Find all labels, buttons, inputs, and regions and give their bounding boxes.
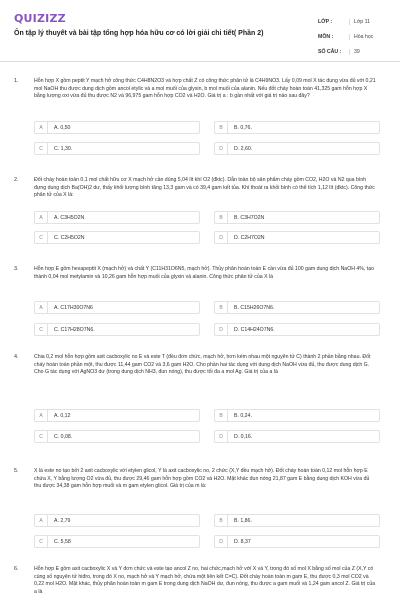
option-text: A. C17H30O7N6 bbox=[54, 304, 93, 311]
option-a[interactable] bbox=[34, 514, 200, 527]
option-letter: B bbox=[215, 212, 228, 223]
option-letter: C bbox=[35, 232, 48, 243]
option-d[interactable] bbox=[214, 535, 380, 548]
option-letter: C bbox=[35, 431, 48, 442]
option-letter: A bbox=[35, 122, 48, 133]
question-number: 5. bbox=[14, 468, 19, 474]
option-d[interactable] bbox=[214, 142, 380, 155]
option-letter: D bbox=[215, 324, 228, 335]
meta-label: LỚP : bbox=[318, 18, 333, 25]
option-letter: B bbox=[215, 410, 228, 421]
option-text: C. C2H5O2N bbox=[54, 234, 85, 241]
option-letter: A bbox=[35, 410, 48, 421]
option-a[interactable] bbox=[34, 301, 200, 314]
option-text: B. 1,86. bbox=[234, 517, 252, 524]
question-text: Chia 0,2 mol hỗn hợp gồm axit cacboxylic no E và este T (đều đơn chức, mạch hở, hơn kém nhau một nguyên tử C) thành 2 phần bằng nhau. Đốt cháy hoàn toàn phần một, thu được 11,44 gam CO2 và 3,6 gam H2O. Cho phần hai tác dụng với dung dịch NaOH vừa đủ, thu được dung dịch G. Cho G tác dụng với AgNO3 dư (trong dung dịch NH3, đun nóng), thu được tối đa a mol Ag. Giá trị của a là bbox=[34, 354, 371, 376]
option-letter: B bbox=[215, 515, 228, 526]
question-number: 2. bbox=[14, 177, 19, 183]
question-number: 6. bbox=[14, 566, 19, 572]
option-b[interactable] bbox=[214, 301, 380, 314]
option-letter: A bbox=[35, 212, 48, 223]
option-text: C. 0,08. bbox=[54, 433, 73, 440]
option-a[interactable] bbox=[34, 409, 200, 422]
option-b[interactable] bbox=[214, 409, 380, 422]
option-text: C. C17H28O7N6. bbox=[54, 326, 95, 333]
option-letter: C bbox=[35, 536, 48, 547]
option-text: D. 8,37 bbox=[234, 538, 251, 545]
question-text: Hỗn hợp E gồm hexapeptit X (mạch hở) và chất Y (C11H31O6N5, mạch hở). Thủy phân hoàn toàn E cần vừa đủ 100 gam dung dịch NaOH 4%, tạo thành 0,04 mol metylamin và 10,26 gam hỗn hợp muối của glyxin và alanin. Công thức phân tử của X là bbox=[34, 266, 375, 280]
quizizz-logo: QUIZIZZ bbox=[14, 12, 66, 25]
option-d[interactable] bbox=[214, 231, 380, 244]
option-c[interactable] bbox=[34, 142, 200, 155]
option-text: A. 0,12 bbox=[54, 412, 71, 419]
option-letter: A bbox=[35, 302, 48, 313]
option-c[interactable] bbox=[34, 231, 200, 244]
option-letter: D bbox=[215, 143, 228, 154]
option-letter: C bbox=[35, 143, 48, 154]
option-letter: D bbox=[215, 536, 228, 547]
option-letter: B bbox=[215, 302, 228, 313]
option-c[interactable] bbox=[34, 323, 200, 336]
option-letter: D bbox=[215, 431, 228, 442]
meta-value: 39 bbox=[349, 49, 394, 55]
option-text: A. 2,79 bbox=[54, 517, 71, 524]
option-a[interactable] bbox=[34, 211, 200, 224]
option-a[interactable] bbox=[34, 121, 200, 134]
question-text: Hỗn hợp X gồm peptit Y mạch hở công thức C4H8N2O3 và hợp chất Z có công thức phân tử là C4H9NO3. Lấy 0,09 mol X tác dụng vừa đủ với 0,21 mol NaOH thu được dung dịch gồm ancol etylic và a mol muối của glyxin, b mol muối của alanin. Nếu đốt cháy hoàn toàn 41,325 gam hỗn hợp X bằng lượng oxi vừa đủ thu được N2 và 96,975 gam hỗn hợp CO2 và H2O. Giá trị a : b gần nhất với giá trị nào sau đây? bbox=[34, 78, 376, 100]
option-text: D. 2,60. bbox=[234, 145, 253, 152]
page-title: Ôn tập lý thuyết và bài tập tổng hợp hóa hữu cơ có lời giải chi tiết( Phần 2) bbox=[14, 30, 264, 37]
question-text: X là este no tạo bởi 2 axit cacboxylic với etylen glicol, Y là axit cacboxylic no, 2 chức (X,Y đều mạch hở). Đốt cháy hoàn toàn 0,12 mol hỗn hợp E chứa X, Y bằng lượng O2 vừa đủ, thu được 29,46 gam hỗn hợp gồm CO2 và H2O. Mặt khác đun nóng 21,87 gam E bằng dung dịch KOH vừa đủ thu được 34,38 gam hỗn hợp muối và m gam etylen glicol. Giá trị của m là: bbox=[34, 468, 370, 490]
document-header bbox=[0, 0, 400, 62]
meta-value: Lớp 11 bbox=[349, 19, 394, 25]
option-text: B. 0,76. bbox=[234, 124, 252, 131]
option-d[interactable] bbox=[214, 323, 380, 336]
option-text: A. C3H5O2N bbox=[54, 214, 85, 221]
option-b[interactable] bbox=[214, 211, 380, 224]
option-letter: B bbox=[215, 122, 228, 133]
option-text: C. 1,30. bbox=[54, 145, 73, 152]
option-b[interactable] bbox=[214, 121, 380, 134]
option-text: D. C14H24O7N6. bbox=[234, 326, 275, 333]
question-number: 1. bbox=[14, 78, 19, 84]
option-text: B. C15H26O7N6. bbox=[234, 304, 275, 311]
meta-table bbox=[318, 14, 394, 59]
meta-row-class bbox=[318, 14, 394, 29]
question-text: Hỗn hợp E gồm axit cacboxylic X và Y đơn chức và este tạo ancol Z no, hai chức,mạch hở với X và Y, trong đó số mol X bằng số mol của Z (X,Y có cùng số nguyên tử hiđro, trong đó X no, mạch hở và Y mạch hở, chứa một liên kết C=C). Đốt cháy hoàn toàn m gam E, thu được 0,3 mol CO2 và 0,22 mol H2O. Mặt khác, thủy phân hoàn toàn m gam E trong dung dịch NaOH dư, đun nóng, thu được a gam muối và 1,24 gam ancol Z. Giá trị của a là bbox=[34, 566, 376, 595]
meta-row-count bbox=[318, 44, 394, 59]
option-text: A. 0,50 bbox=[54, 124, 71, 131]
option-text: D. C2H7O2N bbox=[234, 234, 265, 241]
option-letter: C bbox=[35, 324, 48, 335]
option-d[interactable] bbox=[214, 430, 380, 443]
option-text: B. C3H7O2N bbox=[234, 214, 265, 221]
question-text: Đốt cháy hoàn toàn 0,1 mol chất hữu cơ X mạch hở cần dùng 5,04 lít khí O2 (đktc). Dẫn toàn bộ sản phẩm cháy gồm CO2, H2O và N2 qua bình đựng dung dịch Ba(OH)2 dư, thấy khối lượng bình tăng 13,3 gam và có 39,4 gam kết tủa. Khí thoát ra khỏi bình có thể tích 1,12 lít (đktc). Công thức phân tử của X là: bbox=[34, 177, 375, 199]
option-letter: D bbox=[215, 232, 228, 243]
option-letter: A bbox=[35, 515, 48, 526]
meta-label: MÔN : bbox=[318, 33, 334, 40]
option-text: B. 0,24. bbox=[234, 412, 252, 419]
meta-label: SỐ CÂU : bbox=[318, 48, 342, 55]
meta-value: Hóa học bbox=[349, 34, 394, 40]
option-text: C. 5,58 bbox=[54, 538, 71, 545]
option-c[interactable] bbox=[34, 430, 200, 443]
question-number: 4. bbox=[14, 354, 19, 360]
question-number: 3. bbox=[14, 266, 19, 272]
option-text: D. 0,16. bbox=[234, 433, 253, 440]
option-b[interactable] bbox=[214, 514, 380, 527]
option-c[interactable] bbox=[34, 535, 200, 548]
meta-row-subject bbox=[318, 29, 394, 44]
